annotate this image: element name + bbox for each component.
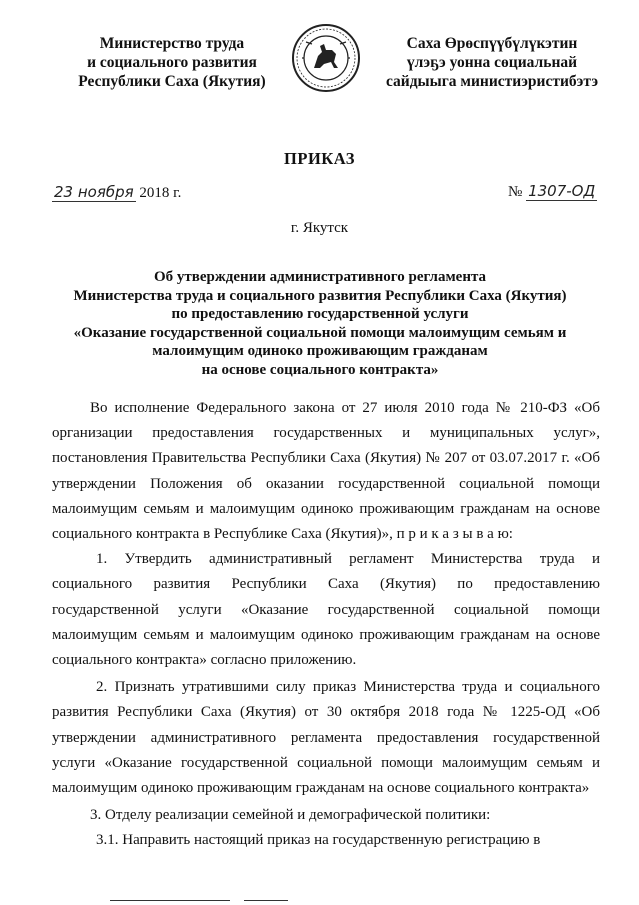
preamble-paragraph: Во исполнение Федерального закона от 27 июля 2010 года № 210-ФЗ «Об организации предоставления государственных и муниципальных услуг», постановления Правительства Республики Саха (Якутия) № 207 от 03.07.2017 г. «Об утверждении Положения об оказании государственной социальной помощи малоимущим семьям и малоимущим одиноко проживающим гражданам на основе социального контракта в Республике Саха (Якутия)», п р и к а з ы в а ю: xyxy=(52,400,600,543)
ministry-name-line: Министерство труда xyxy=(99,35,245,52)
document-title: ПРИКАЗ xyxy=(284,149,355,168)
subject-line: на основе социального контракта» xyxy=(201,361,439,378)
subject-line: «Оказание государственной социальной помощи малоимущим семьям и xyxy=(73,324,567,341)
subject-line: Министерства труда и социального развития Республики Саха (Якутия) xyxy=(73,287,567,304)
footer-rule xyxy=(244,900,288,901)
order-body xyxy=(52,396,600,854)
clause-1: 1. Утвердить административный регламент Министерства труда и социального развития Республики Саха (Якутия) по предоставлению государственной услуги «Оказание государственной социальной помощи малоимущим семьям и малоимущим одиноко проживающим гражданам на основе социального контракта» согласно приложению. xyxy=(52,551,600,669)
ministry-name-line: сайдыыга министиэристибэтэ xyxy=(385,73,599,90)
republic-emblem-icon xyxy=(290,22,362,94)
clause-3-1: 3.1. Направить настоящий приказ на государственную регистрацию в xyxy=(96,832,541,849)
order-date xyxy=(52,183,181,202)
clause-3: 3. Отделу реализации семейной и демографической политики: xyxy=(90,807,491,824)
handwritten-number: 1307-ОД xyxy=(528,182,596,200)
subject-line: по предоставлению государственной услуги xyxy=(171,306,469,323)
footer-rule xyxy=(110,900,230,901)
ministry-name-line: үлэҕэ уонна сөциальнай xyxy=(406,54,578,71)
ministry-name-line: Саха Өрөспүүбүлүкэтин xyxy=(406,35,578,52)
ministry-name-line: и социального развития xyxy=(87,54,257,71)
subject-line: Об утверждении административного регламента xyxy=(153,269,487,285)
clause-2: 2. Признать утратившими силу приказ Министерства труда и социального развития Республики Саха (Якутия) от 30 октября 2018 года № 1225-ОД «Об утверждении административного регламента предоставления государственной услуги «Оказание государственной социальной помощи малоимущим семьям и малоимущим одиноко проживающим гражданам на основе социального контракта» xyxy=(52,679,600,797)
city-line: г. Якутск xyxy=(290,220,349,236)
ministry-name-russian xyxy=(60,34,284,91)
number-sign: № xyxy=(508,184,523,200)
ministry-name-yakut xyxy=(372,34,612,91)
subject-line: малоимущим одиноко проживающим гражданам xyxy=(152,343,488,360)
date-year: 2018 г. xyxy=(139,185,182,201)
ministry-name-line: Республики Саха (Якутия) xyxy=(78,73,266,90)
order-subject xyxy=(50,268,590,380)
order-number xyxy=(508,182,597,201)
handwritten-date: 23 ноября xyxy=(54,183,134,201)
